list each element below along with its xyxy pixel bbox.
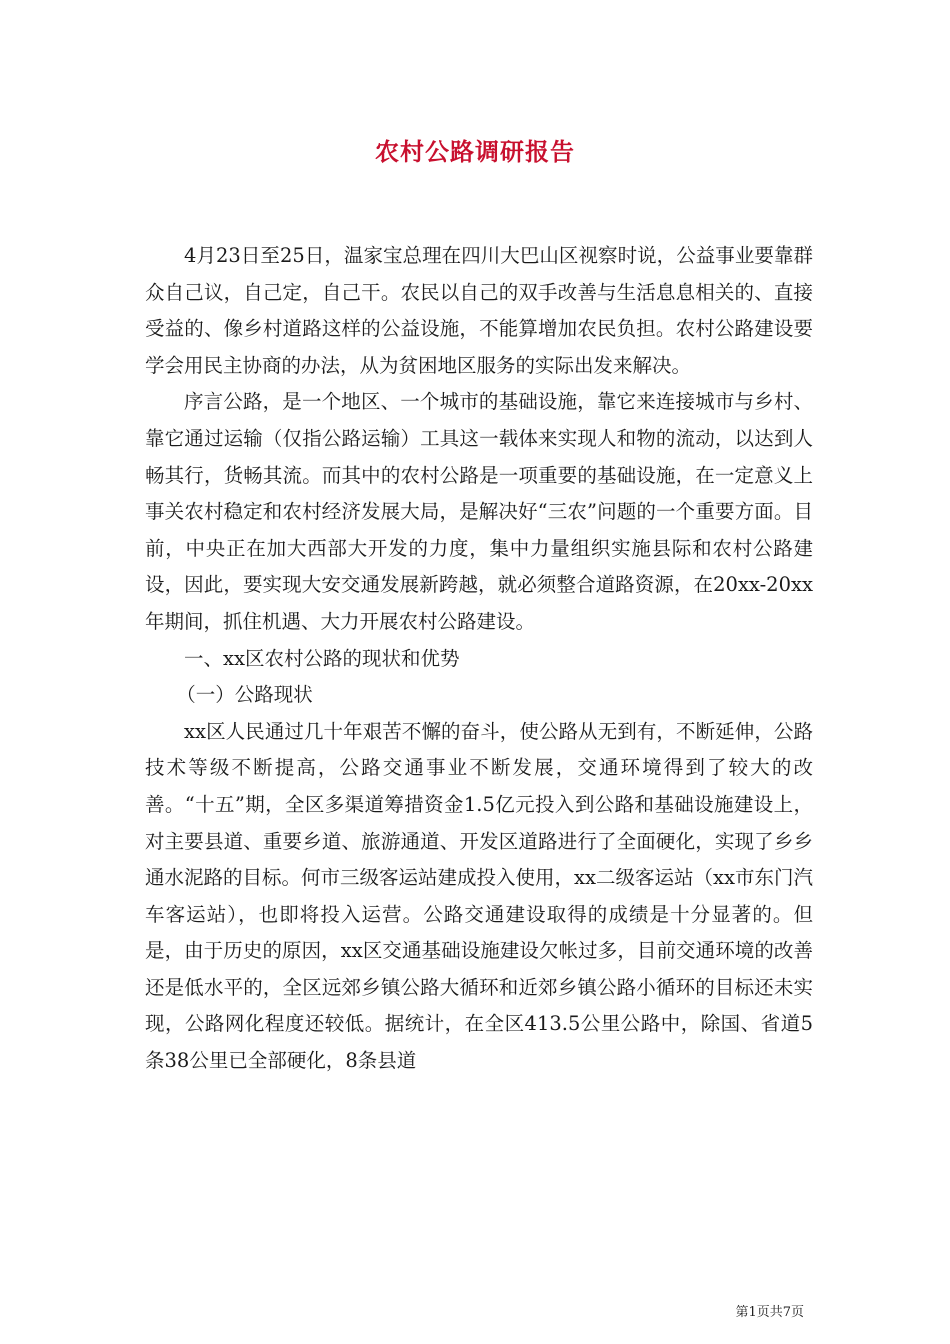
paragraph-status: xx区人民通过几十年艰苦不懈的奋斗，使公路从无到有，不断延伸，公路技术等级不断提高，公路交通事业不断发展，交通环境得到了较大的改善。“十五”期，全区多渠道筹措资金1.5亿元投入到公路和基础设施建设上，对主要县道、重要乡道、旅游通道、开发区道路进行了全面硬化，实现了乡乡通水泥路的目标。何市三级客运站建成投入使用，xx二级客运站（xx市东门汽车客运站），也即将投入运营。公路交通建设取得的成绩是十分显著的。但是，由于历史的原因，xx区交通基础设施建设欠帐过多，目前交通环境的改善还是低水平的，全区远郊乡镇公路大循环和近郊乡镇公路小循环的目标还未实现，公路网化程度还较低。据统计，在全区413.5公里公路中，除国、省道5条38公里已全部硬化，8条县道	[145, 719, 813, 1073]
subsection-heading: （一）公路现状	[176, 683, 313, 707]
paragraph-intro: 4月23日至25日，温家宝总理在四川大巴山区视察时说，公益事业要靠群众自己议，自己定，自己干。农民以自己的双手改善与生活息息相关的、直接受益的、像乡村道路这样的公益设施，不能算增加农民负担。农村公路建设要学会用民主协商的办法，从为贫困地区服务的实际出发来解决。	[145, 244, 813, 377]
section-heading: 一、xx区农村公路的现状和优势	[184, 646, 460, 670]
document-body	[145, 238, 813, 1080]
page-title: 农村公路调研报告	[375, 137, 575, 166]
paragraph-preface: 序言公路，是一个地区、一个城市的基础设施，靠它来连接城市与乡村、靠它通过运输（仅指公路运输）工具这一载体来实现人和物的流动，以达到人畅其行，货畅其流。而其中的农村公路是一项重要的基础设施，在一定意义上事关农村稳定和农村经济发展大局，是解决好“三农”问题的一个重要方面。目前，中央正在加大西部大开发的力度，集中力量组织实施县际和农村公路建设，因此，要实现大安交通发展新跨越，就必须整合道路资源，在20xx-20xx年期间，抓住机遇、大力开展农村公路建设。	[145, 390, 813, 633]
page-number: 第1页共7页	[735, 1305, 804, 1320]
